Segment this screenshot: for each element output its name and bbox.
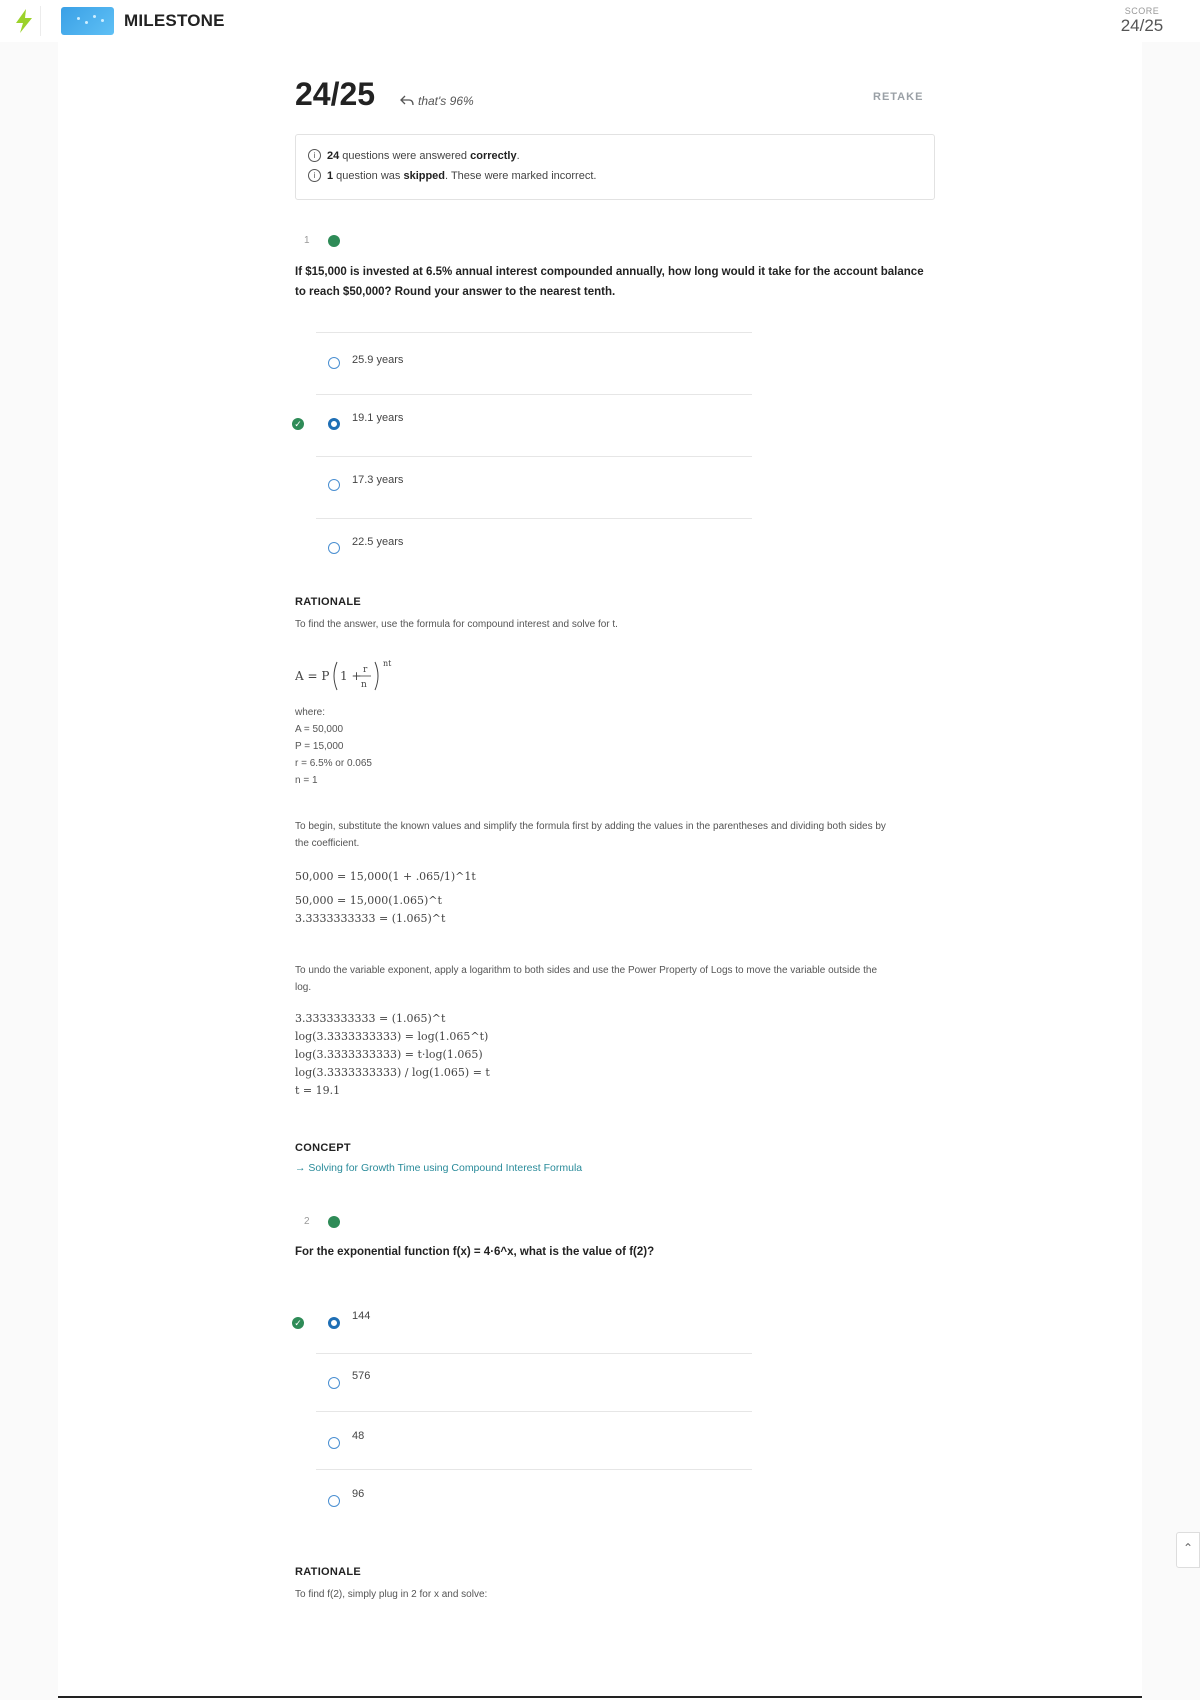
option-label: 17.3 years xyxy=(352,474,404,486)
answer-option-selected[interactable] xyxy=(294,394,752,452)
score-value: 24/25 xyxy=(1120,16,1164,35)
math-line: log(3.3333333333) / log(1.065) = t xyxy=(295,1066,490,1079)
percent-note-text: that's 96% xyxy=(418,94,474,108)
where-item: n = 1 xyxy=(295,775,318,786)
concept-link[interactable]: → Solving for Growth Time using Compound Interest Formula xyxy=(295,1162,583,1174)
check-circle-icon xyxy=(328,1216,340,1228)
option-label: 96 xyxy=(352,1488,365,1500)
math-line: log(3.3333333333) = t·log(1.065) xyxy=(295,1048,483,1061)
option-label: 144 xyxy=(352,1310,371,1322)
radio-button[interactable] xyxy=(328,1495,340,1507)
svg-text:1 +: 1 + xyxy=(340,669,362,683)
radio-button[interactable] xyxy=(328,418,340,430)
where-item: P = 15,000 xyxy=(295,741,344,752)
summary-skipped: i 1 question was skipped. These were marked incorrect. xyxy=(308,169,596,182)
question-number: 2 xyxy=(304,1216,310,1227)
app-logo[interactable] xyxy=(8,6,41,36)
where-item: A = 50,000 xyxy=(295,724,344,735)
bottom-divider xyxy=(58,1696,1142,1698)
result-summary xyxy=(295,134,935,200)
math-line: 50,000 = 15,000(1 + .065/1)^1t xyxy=(295,870,476,883)
answer-option[interactable] xyxy=(316,456,752,514)
rationale-label: RATIONALE xyxy=(295,1566,362,1578)
math-line: 50,000 = 15,000(1.065)^t xyxy=(295,894,442,907)
radio-button[interactable] xyxy=(328,542,340,554)
course-thumbnail[interactable] xyxy=(61,7,114,35)
step1-math xyxy=(295,868,476,928)
share-arrow-icon xyxy=(400,95,414,107)
option-label: 25.9 years xyxy=(352,354,404,366)
app-title: MILESTONE xyxy=(124,11,225,30)
concept-label: CONCEPT xyxy=(295,1142,351,1154)
left-gutter xyxy=(0,42,58,1700)
option-label: 19.1 years xyxy=(352,412,404,424)
check-circle-icon: ✓ xyxy=(292,418,304,430)
svg-text:nt: nt xyxy=(383,659,392,668)
radio-button[interactable] xyxy=(328,1377,340,1389)
rationale-intro: To find the answer, use the formula for compound interest and solve for t. xyxy=(295,619,618,630)
question-text: For the exponential function f(x) = 4·6^x, what is the value of f(2)? xyxy=(295,1246,655,1258)
option-label: 576 xyxy=(352,1370,371,1382)
where-block xyxy=(295,704,495,789)
answer-option[interactable] xyxy=(316,332,752,390)
retake-button[interactable]: RETAKE xyxy=(873,91,924,103)
right-gutter xyxy=(1142,42,1200,1700)
radio-button[interactable] xyxy=(328,479,340,491)
math-line: 3.3333333333 = (1.065)^t xyxy=(295,1012,446,1025)
bolt-logo-icon xyxy=(14,9,34,33)
svg-text:n: n xyxy=(361,680,367,690)
check-circle-icon xyxy=(328,235,340,247)
step2-explanation: To undo the variable exponent, apply a logarithm to both sides and use the Power Property of Logs to move the variable outside the log. xyxy=(295,965,878,993)
answer-option[interactable] xyxy=(316,1412,752,1470)
answer-option-selected[interactable] xyxy=(294,1296,752,1354)
math-line: 3.3333333333 = (1.065)^t xyxy=(295,912,446,925)
where-item: r = 6.5% or 0.065 xyxy=(295,758,372,769)
compound-interest-formula xyxy=(295,654,405,702)
answer-option[interactable] xyxy=(316,518,752,576)
rationale-label: RATIONALE xyxy=(295,596,362,608)
option-label: 22.5 years xyxy=(352,536,404,548)
step2-math xyxy=(295,1010,490,1100)
info-icon: i xyxy=(308,149,321,162)
main-content xyxy=(58,42,1142,1696)
question-text: If $15,000 is invested at 6.5% annual interest compounded annually, how long would it take for the account balance to reach $50,000? Round your answer to the nearest tenth. xyxy=(295,266,924,298)
summary-correct: i 24 questions were answered correctly. xyxy=(308,149,520,162)
radio-button[interactable] xyxy=(328,1317,340,1329)
answer-option[interactable] xyxy=(316,1470,752,1528)
question-number: 1 xyxy=(304,235,310,246)
answer-option[interactable] xyxy=(316,1354,752,1412)
top-bar xyxy=(0,0,1200,43)
rationale-intro: To find f(2), simply plug in 2 for x and solve: xyxy=(295,1589,488,1600)
math-line: log(3.3333333333) = log(1.065^t) xyxy=(295,1030,489,1043)
percent-note xyxy=(400,94,474,108)
check-circle-icon: ✓ xyxy=(292,1317,304,1329)
info-icon: i xyxy=(308,169,321,182)
scroll-up-icon[interactable]: ⌃ xyxy=(1176,1532,1200,1568)
result-score: 24/25 xyxy=(295,76,376,112)
radio-button[interactable] xyxy=(328,357,340,369)
radio-button[interactable] xyxy=(328,1437,340,1449)
math-line: t = 19.1 xyxy=(295,1084,341,1097)
score-indicator xyxy=(1112,6,1172,36)
where-label: where: xyxy=(295,707,326,718)
step1-explanation: To begin, substitute the known values and simplify the formula first by adding the values in the parentheses and dividing both sides by the coefficient. xyxy=(295,821,886,849)
formula-graphic xyxy=(295,654,405,696)
svg-text:r: r xyxy=(363,665,368,675)
svg-text:A = P: A = P xyxy=(295,669,330,683)
score-label: SCORE xyxy=(1124,6,1160,16)
option-label: 48 xyxy=(352,1430,365,1442)
